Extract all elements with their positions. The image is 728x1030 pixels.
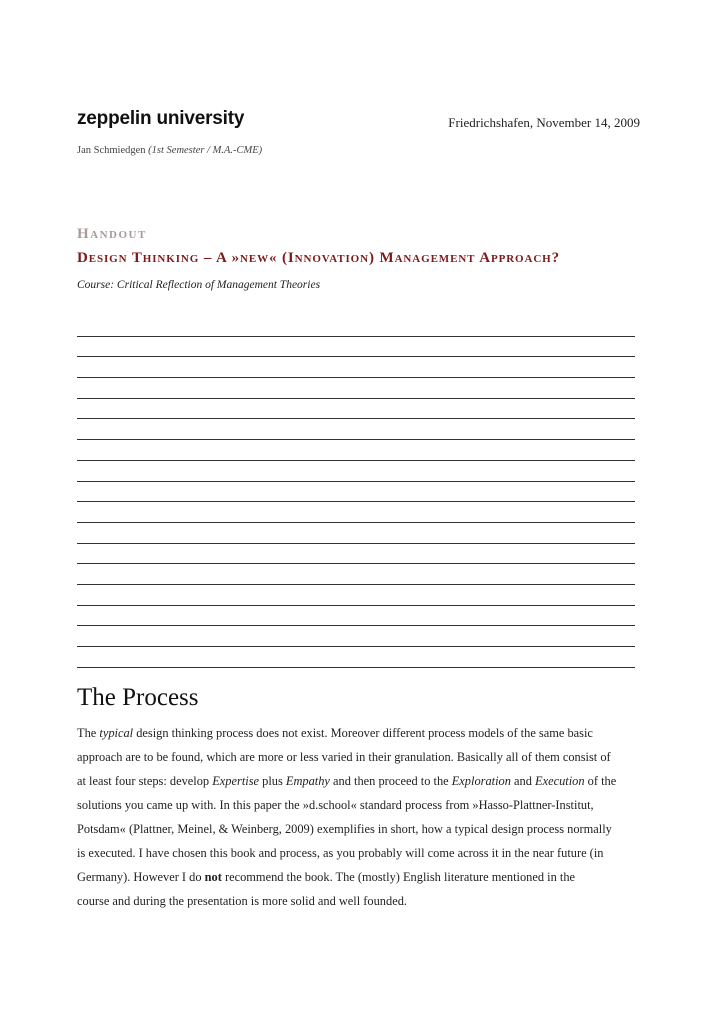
writing-line	[77, 544, 635, 565]
author-semester: (1st Semester / M.A.-CME)	[148, 145, 263, 156]
writing-line	[77, 647, 635, 668]
writing-line	[77, 482, 635, 503]
paragraph-text: Potsdam« (Plattner, Meinel, & Weinberg, 2009) exemplifies in short, how a typical design process normally	[77, 822, 612, 836]
paragraph-text: is executed. I have chosen this book and process, as you probably will come across it in the near future (in	[77, 846, 604, 860]
writing-line	[77, 461, 635, 482]
paragraph-line	[77, 793, 652, 817]
paragraph-text: of the	[584, 774, 617, 788]
document-date: Friedrichshafen, November 14, 2009	[448, 115, 640, 130]
writing-line	[77, 606, 635, 627]
writing-line	[77, 523, 635, 544]
author-line	[77, 145, 262, 156]
paragraph-text: Germany). However I do	[77, 870, 205, 884]
paragraph-line	[77, 721, 652, 745]
paragraph-text: approach are to be found, which are more or less varied in their granulation. Basically all of them consist of	[77, 750, 611, 764]
writing-line	[77, 440, 635, 461]
writing-line	[77, 316, 635, 337]
emphasis-text: Expertise	[212, 774, 260, 788]
writing-line	[77, 585, 635, 606]
section-heading: The Process	[77, 684, 199, 711]
blank-writing-lines	[77, 316, 635, 668]
paragraph-line	[77, 769, 652, 793]
emphasis-text: Exploration	[451, 774, 511, 788]
section-paragraph	[77, 721, 652, 913]
paragraph-text: at least four steps: develop	[77, 774, 213, 788]
emphasis-text: Execution	[535, 774, 585, 788]
author-name: Jan Schmiedgen	[77, 145, 146, 156]
writing-line	[77, 337, 635, 358]
writing-line	[77, 399, 635, 420]
paragraph-text: course and during the presentation is more solid and well founded.	[77, 894, 407, 908]
paragraph-line	[77, 889, 652, 913]
university-logo: zeppelin university	[77, 108, 245, 129]
writing-line	[77, 378, 635, 399]
writing-line	[77, 564, 635, 585]
paragraph-text: plus	[259, 774, 286, 788]
writing-line	[77, 357, 635, 378]
writing-line	[77, 626, 635, 647]
writing-line	[77, 419, 635, 440]
paragraph-text: solutions you came up with. In this paper the »d.school« standard process from »Hasso-Plattner-Institut,	[77, 798, 594, 812]
paragraph-text: design thinking process does not exist. Moreover different process models of the same basic	[133, 726, 593, 740]
paragraph-line	[77, 745, 652, 769]
strong-text: not	[204, 870, 222, 884]
paragraph-text: The	[77, 726, 100, 740]
paragraph-text: and	[510, 774, 536, 788]
emphasis-text: Empathy	[285, 774, 330, 788]
paragraph-text: recommend the book. The (mostly) English literature mentioned in the	[221, 870, 576, 884]
course-subtitle: Course: Critical Reflection of Management Theories	[77, 279, 321, 291]
handout-label: Handout	[77, 226, 147, 242]
emphasis-text: typical	[99, 726, 134, 740]
paragraph-line	[77, 841, 652, 865]
paragraph-text: and then proceed to the	[329, 774, 452, 788]
writing-line	[77, 502, 635, 523]
paragraph-line	[77, 817, 652, 841]
paragraph-line	[77, 865, 652, 889]
document-title: Design Thinking – A »new« (Innovation) Management Approach?	[77, 250, 561, 266]
